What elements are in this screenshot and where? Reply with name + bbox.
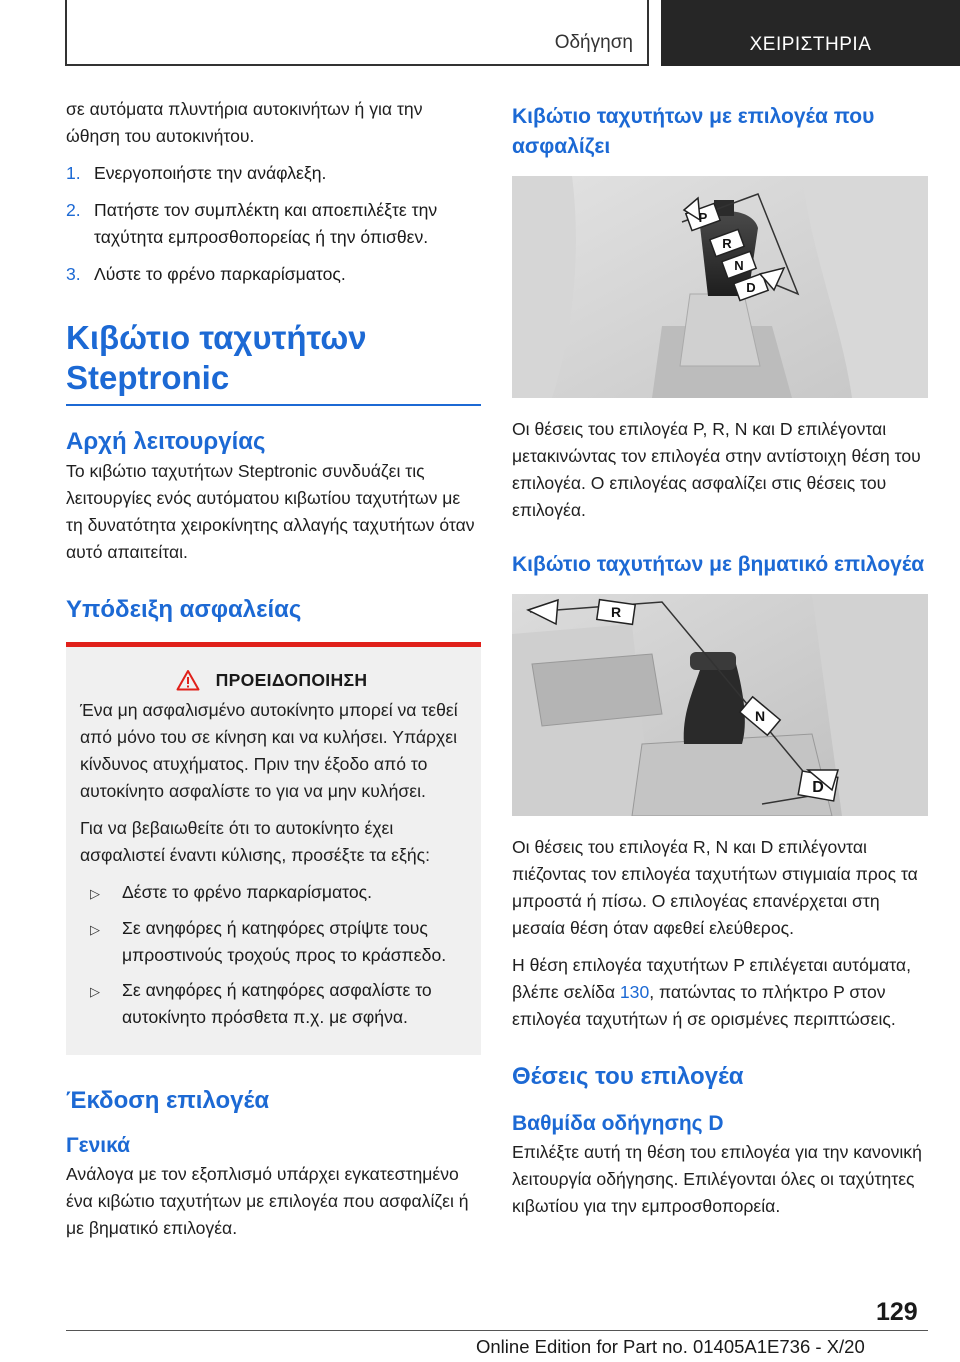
photo-label: R [722,236,732,251]
bullet-triangle-icon: ▷ [90,984,100,999]
heading-rule [66,404,481,406]
principle-heading: Αρχή λειτουργίας [66,428,266,455]
step-selector-heading: Κιβώτιο ταχυτήτων με βηματικό επιλογέα [512,553,925,576]
photo-label: R [610,604,622,620]
lock-selector-heading: Κιβώτιο ταχυτήτων με επιλογέα που ασφαλίζει [512,105,875,158]
page-number: 129 [876,1298,918,1326]
photo-label: D [746,280,756,295]
principle-text: Το κιβώτιο ταχυτήτων Steptronic συνδυάζει τις λειτουργίες ενός αυτόματου κιβωτίου ταχυτήτων με τη δυνατότητα χειροκίνητης αλλαγής ταχυτήτων όταν αυτό απαιτείται. [66,461,475,562]
chapter-title: ΧΕΙΡΙΣΤΗΡΙΑ [749,34,872,55]
photo-label: N [754,708,766,724]
step-text: Ενεργοποιήστε την ανάφλεξη. [94,163,327,183]
positions-heading: Θέσεις του επιλογέα [512,1063,744,1090]
page-reference-link[interactable]: 130 [619,982,650,1002]
steps-list [66,160,481,288]
bullet-text: Σε ανηφόρες ή κατηφόρες ασφαλίστε το αυτοκίνητο πρόσθετα π.χ. με σφήνα. [122,980,432,1027]
main-heading: Κιβώτιο ταχυτήτων Steptronic [66,319,367,396]
list-item [66,261,481,288]
safety-heading: Υπόδειξη ασφαλείας [66,596,302,623]
photo-label: P [698,210,708,225]
photo-label: N [734,258,744,273]
text-segment: Η θέση επιλογέα ταχυτήτων P επιλέγεται αυτόματα, βλέπε σελίδα [512,955,911,1002]
step-number: 1. [66,163,81,183]
step-number: 3. [66,264,81,284]
version-heading: Έκδοση επιλογέα [66,1087,270,1114]
step-text: Πατήστε τον συμπλέκτη και αποεπιλέξτε την ταχύτητα εμπροσθοπορείας ή την όπισθεν. [94,200,438,247]
warning-title: ΠΡΟΕΙΔΟΠΟΙΗΣΗ [215,669,368,690]
drive-text: Επιλέξτε αυτή τη θέση του επιλογέα για την κανονική λειτουργία οδήγησης. Επιλέγονται όλες οι ταχύτητες κιβωτίου για την εμπροσθοπορεία. [512,1142,922,1216]
warning-title-row [80,647,463,697]
locking-selector-photo [512,176,928,398]
list-item [66,160,481,187]
lock-selector-text: Οι θέσεις του επιλογέα P, R, N και D επιλέγονται μετακινώντας τον επιλογέα στην αντίστοιχη θέση του επιλογέα. Ο επιλογέας ασφαλίζει στις θέσεις του επιλογέα. [512,419,921,520]
list-item [80,915,463,969]
step-number: 2. [66,200,81,220]
list-item [80,977,463,1031]
step-text: Λύστε το φρένο παρκαρίσματος. [94,264,346,284]
bullet-triangle-icon: ▷ [90,922,100,937]
list-item [66,197,481,251]
section-tab [65,0,649,66]
warning-box [66,642,481,1055]
drive-heading: Βαθμίδα οδήγησης D [512,1112,724,1135]
intro-text: σε αυτόματα πλυντήρια αυτοκινήτων ή για την ώθηση του αυτοκινήτου. [66,99,423,146]
warning-triangle-icon [176,669,200,691]
bullet-text: Σε ανηφόρες ή κατηφόρες στρίψτε τους μπροστινούς τροχούς προς το κράσπεδο. [122,918,447,965]
footer-rule [66,1330,928,1331]
photo-label: D [812,779,824,796]
step-selector-photo [512,594,928,816]
warning-text: Για να βεβαιωθείτε ότι το αυτοκίνητο έχει ασφαλιστεί έναντι κύλισης, προσέξτε τα εξής: [80,818,430,865]
list-item [80,879,463,907]
footer-edition: Online Edition for Part no. 01405A1E736 - X/20 [476,1336,865,1357]
step-selector-text-2 [512,952,928,1033]
warning-text: Ένα μη ασφαλισμένο αυτοκίνητο μπορεί να τεθεί από μόνο του σε κίνηση και να κυλήσει. Υπάρχει κίνδυνος ατυχήματος. Πριν την έξοδο από το αυτοκίνητο ασφαλίστε το για να μην κυλήσει. [80,700,458,801]
text-segment: , πατώντας το πλήκτρο P στον επιλογέα ταχυτήτων ή σε ορισμένες περιπτώσεις. [512,982,896,1029]
left-column [66,96,481,1242]
section-title: Οδήγηση [554,32,633,53]
general-heading: Γενικά [66,1134,131,1157]
warning-list [80,879,463,1031]
step-selector-text: Οι θέσεις του επιλογέα R, N και D επιλέγονται πιέζοντας τον επιλογέα ταχυτήτων στιγμιαία προς τα μπροστά ή πίσω. Ο επιλογέας επανέρχεται στη μεσαία θέση όταν αφεθεί ελεύθερος. [512,837,918,938]
bullet-text: Δέστε το φρένο παρκαρίσματος. [122,882,372,902]
right-column [512,96,928,1220]
bullet-triangle-icon: ▷ [90,886,100,901]
general-text: Ανάλογα με τον εξοπλισμό υπάρχει εγκατεστημένο ένα κιβώτιο ταχυτήτων με επιλογέα που ασφαλίζει ή με βηματικό επιλογέα. [66,1164,469,1238]
chapter-tab [661,0,960,66]
